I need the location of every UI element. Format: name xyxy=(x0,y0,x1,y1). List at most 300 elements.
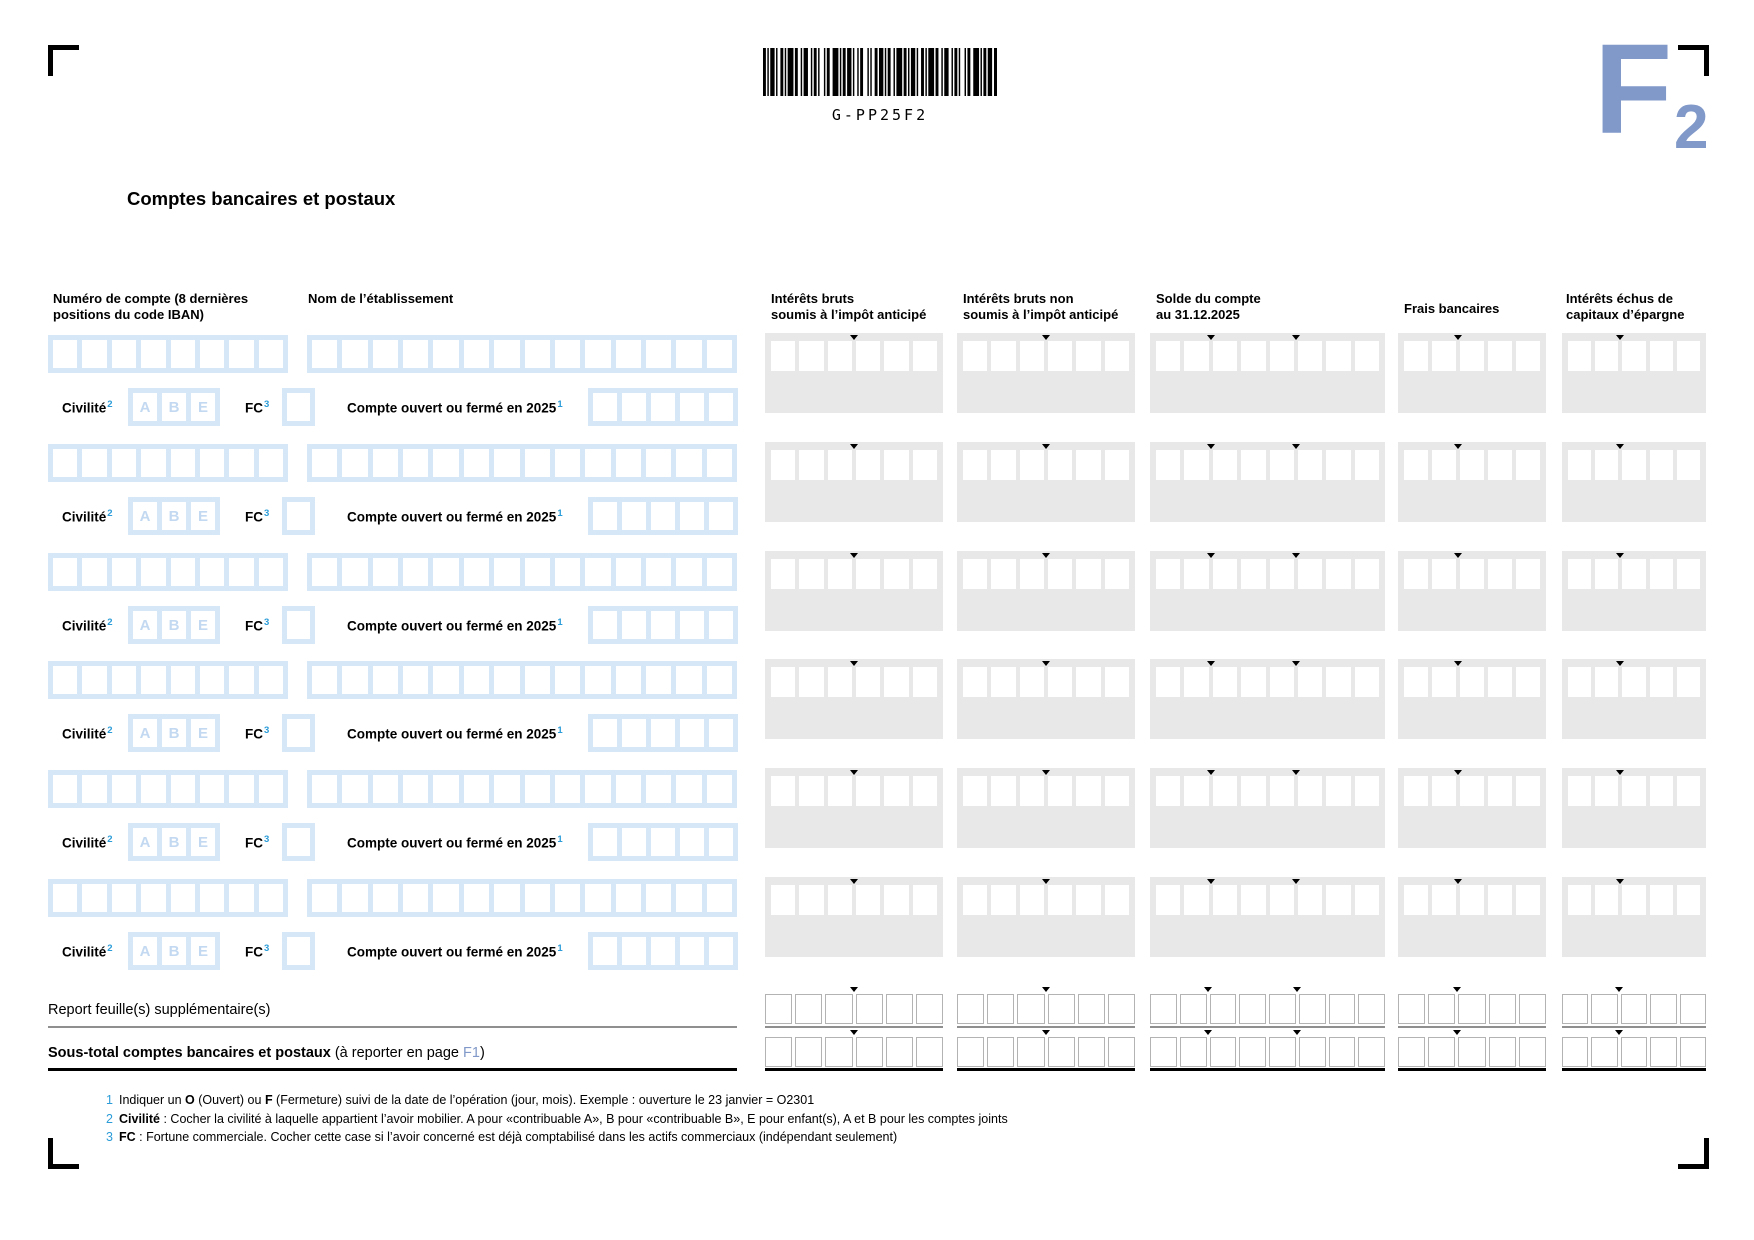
open-close-char-cell[interactable] xyxy=(709,611,733,639)
amount-digit-cell[interactable] xyxy=(1404,341,1428,371)
amount-digit-cell[interactable] xyxy=(1076,667,1100,697)
amount-digit-cell[interactable] xyxy=(1680,1037,1706,1067)
establishment-char-cell[interactable] xyxy=(312,558,337,586)
account-char-cell[interactable] xyxy=(200,558,224,586)
amount-digit-cell[interactable] xyxy=(1048,667,1072,697)
amount-digit-cell[interactable] xyxy=(1568,559,1591,589)
amount-digit-cell[interactable] xyxy=(1184,341,1208,371)
amount-field-solde-du-compte[interactable] xyxy=(1150,768,1385,848)
establishment-char-cell[interactable] xyxy=(494,884,519,912)
establishment-char-cell[interactable] xyxy=(707,340,732,368)
amount-digit-cell[interactable] xyxy=(1432,667,1456,697)
amount-digit-cell[interactable] xyxy=(1516,885,1540,915)
open-close-char-cell[interactable] xyxy=(709,828,733,856)
account-number-field[interactable] xyxy=(48,553,288,591)
amount-digit-cell[interactable] xyxy=(1048,450,1072,480)
amount-digit-cell[interactable] xyxy=(1488,450,1512,480)
amount-digit-cell[interactable] xyxy=(828,885,852,915)
amount-field-interets-bruts-soumis[interactable] xyxy=(765,333,943,413)
amount-digit-cell[interactable] xyxy=(1460,776,1484,806)
open-close-char-cell[interactable] xyxy=(593,611,617,639)
amount-digit-cell[interactable] xyxy=(1458,1037,1485,1067)
amount-digit-cell[interactable] xyxy=(913,341,937,371)
amount-digit-cell[interactable] xyxy=(1516,559,1540,589)
amount-digit-cell[interactable] xyxy=(1239,1037,1266,1067)
amount-digit-cell[interactable] xyxy=(1299,994,1326,1024)
amount-field-interets-echus[interactable] xyxy=(1562,551,1706,631)
open-close-char-cell[interactable] xyxy=(593,828,617,856)
amount-digit-cell[interactable] xyxy=(1519,994,1546,1024)
amount-digit-cell[interactable] xyxy=(1156,885,1180,915)
amount-digit-cell[interactable] xyxy=(1568,667,1591,697)
amount-digit-cell[interactable] xyxy=(1213,450,1237,480)
establishment-char-cell[interactable] xyxy=(646,775,671,803)
civilite-abe-checkboxes[interactable] xyxy=(128,932,220,970)
open-close-char-cell[interactable] xyxy=(593,719,617,747)
account-char-cell[interactable] xyxy=(229,775,253,803)
account-char-cell[interactable] xyxy=(229,666,253,694)
amount-digit-cell[interactable] xyxy=(856,994,883,1024)
open-close-char-cell[interactable] xyxy=(651,937,675,965)
establishment-char-cell[interactable] xyxy=(616,775,641,803)
amount-digit-cell[interactable] xyxy=(1213,341,1237,371)
amount-digit-cell[interactable] xyxy=(1020,885,1044,915)
account-char-cell[interactable] xyxy=(53,775,77,803)
amount-digit-cell[interactable] xyxy=(1326,776,1350,806)
amount-digit-cell[interactable] xyxy=(1677,776,1700,806)
open-close-char-cell[interactable] xyxy=(709,937,733,965)
amount-digit-cell[interactable] xyxy=(1428,994,1455,1024)
amount-digit-cell[interactable] xyxy=(1270,776,1294,806)
civilite-option-cell[interactable]: A xyxy=(133,611,157,639)
amount-digit-cell[interactable] xyxy=(1568,341,1591,371)
amount-digit-cell[interactable] xyxy=(799,341,823,371)
amount-digit-cell[interactable] xyxy=(1108,994,1135,1024)
account-char-cell[interactable] xyxy=(53,449,77,477)
amount-digit-cell[interactable] xyxy=(1358,994,1385,1024)
subtotal-amount-field-interets-bruts-non-soumis[interactable] xyxy=(957,1029,1135,1071)
fc-checkbox-cell[interactable] xyxy=(287,502,310,530)
amount-digit-cell[interactable] xyxy=(856,667,880,697)
account-char-cell[interactable] xyxy=(259,775,283,803)
amount-digit-cell[interactable] xyxy=(1488,667,1512,697)
open-close-char-cell[interactable] xyxy=(593,937,617,965)
establishment-char-cell[interactable] xyxy=(312,449,337,477)
amount-digit-cell[interactable] xyxy=(1329,994,1356,1024)
amount-digit-cell[interactable] xyxy=(1270,450,1294,480)
establishment-char-cell[interactable] xyxy=(373,775,398,803)
establishment-char-cell[interactable] xyxy=(707,884,732,912)
establishment-char-cell[interactable] xyxy=(646,884,671,912)
account-char-cell[interactable] xyxy=(200,449,224,477)
open-close-char-cell[interactable] xyxy=(651,719,675,747)
amount-digit-cell[interactable] xyxy=(1622,559,1645,589)
subtotal-amount-field-interets-bruts-soumis[interactable] xyxy=(765,1029,943,1071)
amount-digit-cell[interactable] xyxy=(913,885,937,915)
amount-digit-cell[interactable] xyxy=(1241,885,1265,915)
open-close-char-cell[interactable] xyxy=(622,937,646,965)
establishment-char-cell[interactable] xyxy=(525,884,550,912)
amount-field-interets-bruts-soumis[interactable] xyxy=(765,659,943,739)
open-close-char-cell[interactable] xyxy=(651,828,675,856)
amount-digit-cell[interactable] xyxy=(1105,450,1129,480)
amount-digit-cell[interactable] xyxy=(1622,341,1645,371)
establishment-char-cell[interactable] xyxy=(403,449,428,477)
establishment-char-cell[interactable] xyxy=(646,449,671,477)
amount-digit-cell[interactable] xyxy=(1460,450,1484,480)
amount-digit-cell[interactable] xyxy=(1105,667,1129,697)
civilite-option-cell[interactable]: B xyxy=(162,719,186,747)
account-char-cell[interactable] xyxy=(112,449,136,477)
establishment-name-field[interactable] xyxy=(307,770,737,808)
establishment-char-cell[interactable] xyxy=(464,666,489,694)
establishment-char-cell[interactable] xyxy=(403,775,428,803)
amount-digit-cell[interactable] xyxy=(1184,885,1208,915)
amount-digit-cell[interactable] xyxy=(1269,1037,1296,1067)
establishment-char-cell[interactable] xyxy=(342,449,367,477)
amount-field-interets-bruts-non-soumis[interactable] xyxy=(957,659,1135,739)
amount-digit-cell[interactable] xyxy=(828,341,852,371)
establishment-char-cell[interactable] xyxy=(525,775,550,803)
open-close-char-cell[interactable] xyxy=(680,937,704,965)
amount-digit-cell[interactable] xyxy=(1299,1037,1326,1067)
fc-checkbox-cell[interactable] xyxy=(287,611,310,639)
establishment-char-cell[interactable] xyxy=(646,558,671,586)
account-char-cell[interactable] xyxy=(200,666,224,694)
amount-digit-cell[interactable] xyxy=(1519,1037,1546,1067)
open-close-char-cell[interactable] xyxy=(622,611,646,639)
establishment-char-cell[interactable] xyxy=(616,340,641,368)
account-char-cell[interactable] xyxy=(82,558,106,586)
establishment-char-cell[interactable] xyxy=(707,775,732,803)
amount-field-interets-bruts-non-soumis[interactable] xyxy=(957,877,1135,957)
civilite-option-cell[interactable]: A xyxy=(133,828,157,856)
amount-digit-cell[interactable] xyxy=(1489,994,1516,1024)
establishment-char-cell[interactable] xyxy=(616,884,641,912)
open-close-field[interactable] xyxy=(588,497,738,535)
establishment-char-cell[interactable] xyxy=(464,775,489,803)
amount-digit-cell[interactable] xyxy=(913,667,937,697)
civilite-abe-checkboxes[interactable] xyxy=(128,497,220,535)
establishment-char-cell[interactable] xyxy=(646,666,671,694)
amount-field-interets-bruts-non-soumis[interactable] xyxy=(957,442,1135,522)
amount-digit-cell[interactable] xyxy=(1355,559,1379,589)
account-char-cell[interactable] xyxy=(229,558,253,586)
establishment-char-cell[interactable] xyxy=(433,558,458,586)
account-number-field[interactable] xyxy=(48,444,288,482)
amount-field-frais-bancaires[interactable] xyxy=(1398,877,1546,957)
establishment-char-cell[interactable] xyxy=(494,340,519,368)
establishment-name-field[interactable] xyxy=(307,553,737,591)
amount-field-interets-bruts-soumis[interactable] xyxy=(765,551,943,631)
account-char-cell[interactable] xyxy=(171,666,195,694)
amount-field-solde-du-compte[interactable] xyxy=(1150,877,1385,957)
subtotal-amount-field-interets-echus[interactable] xyxy=(1562,1029,1706,1071)
establishment-char-cell[interactable] xyxy=(433,666,458,694)
amount-digit-cell[interactable] xyxy=(1326,341,1350,371)
open-close-field[interactable] xyxy=(588,606,738,644)
establishment-char-cell[interactable] xyxy=(342,775,367,803)
amount-digit-cell[interactable] xyxy=(1076,450,1100,480)
amount-digit-cell[interactable] xyxy=(771,559,795,589)
amount-digit-cell[interactable] xyxy=(1156,776,1180,806)
amount-digit-cell[interactable] xyxy=(1270,341,1294,371)
amount-digit-cell[interactable] xyxy=(987,994,1014,1024)
amount-digit-cell[interactable] xyxy=(1241,559,1265,589)
amount-field-interets-bruts-non-soumis[interactable] xyxy=(957,333,1135,413)
amount-digit-cell[interactable] xyxy=(884,450,908,480)
account-char-cell[interactable] xyxy=(229,340,253,368)
amount-digit-cell[interactable] xyxy=(1358,1037,1385,1067)
amount-digit-cell[interactable] xyxy=(825,1037,852,1067)
amount-digit-cell[interactable] xyxy=(1621,994,1647,1024)
report-amount-field-frais-bancaires[interactable] xyxy=(1398,986,1546,1028)
report-amount-field-interets-echus[interactable] xyxy=(1562,986,1706,1028)
amount-digit-cell[interactable] xyxy=(884,776,908,806)
amount-digit-cell[interactable] xyxy=(1184,667,1208,697)
amount-digit-cell[interactable] xyxy=(856,559,880,589)
amount-digit-cell[interactable] xyxy=(1677,341,1700,371)
amount-digit-cell[interactable] xyxy=(1488,885,1512,915)
civilite-option-cell[interactable]: E xyxy=(191,828,215,856)
amount-digit-cell[interactable] xyxy=(963,667,987,697)
account-number-field[interactable] xyxy=(48,661,288,699)
open-close-char-cell[interactable] xyxy=(651,611,675,639)
open-close-field[interactable] xyxy=(588,714,738,752)
amount-digit-cell[interactable] xyxy=(991,667,1015,697)
amount-digit-cell[interactable] xyxy=(1460,559,1484,589)
amount-field-frais-bancaires[interactable] xyxy=(1398,442,1546,522)
amount-digit-cell[interactable] xyxy=(1595,559,1618,589)
establishment-char-cell[interactable] xyxy=(676,449,701,477)
amount-digit-cell[interactable] xyxy=(1298,450,1322,480)
amount-digit-cell[interactable] xyxy=(1105,776,1129,806)
amount-digit-cell[interactable] xyxy=(1562,994,1588,1024)
establishment-char-cell[interactable] xyxy=(676,340,701,368)
amount-digit-cell[interactable] xyxy=(1020,559,1044,589)
establishment-char-cell[interactable] xyxy=(585,775,610,803)
amount-digit-cell[interactable] xyxy=(1020,667,1044,697)
civilite-option-cell[interactable]: B xyxy=(162,611,186,639)
open-close-field[interactable] xyxy=(588,388,738,426)
amount-digit-cell[interactable] xyxy=(913,776,937,806)
amount-digit-cell[interactable] xyxy=(1650,885,1673,915)
civilite-option-cell[interactable]: B xyxy=(162,502,186,530)
amount-digit-cell[interactable] xyxy=(1269,994,1296,1024)
amount-digit-cell[interactable] xyxy=(1241,341,1265,371)
amount-digit-cell[interactable] xyxy=(1595,776,1618,806)
amount-digit-cell[interactable] xyxy=(1150,1037,1177,1067)
amount-digit-cell[interactable] xyxy=(799,667,823,697)
amount-digit-cell[interactable] xyxy=(795,1037,822,1067)
account-char-cell[interactable] xyxy=(53,666,77,694)
account-char-cell[interactable] xyxy=(171,775,195,803)
open-close-char-cell[interactable] xyxy=(622,502,646,530)
amount-digit-cell[interactable] xyxy=(1048,885,1072,915)
amount-digit-cell[interactable] xyxy=(828,776,852,806)
account-char-cell[interactable] xyxy=(112,340,136,368)
amount-digit-cell[interactable] xyxy=(963,450,987,480)
open-close-char-cell[interactable] xyxy=(651,502,675,530)
open-close-char-cell[interactable] xyxy=(593,502,617,530)
civilite-option-cell[interactable]: A xyxy=(133,719,157,747)
amount-digit-cell[interactable] xyxy=(1241,450,1265,480)
open-close-char-cell[interactable] xyxy=(680,611,704,639)
account-char-cell[interactable] xyxy=(53,558,77,586)
amount-digit-cell[interactable] xyxy=(963,341,987,371)
amount-digit-cell[interactable] xyxy=(799,885,823,915)
account-char-cell[interactable] xyxy=(171,340,195,368)
open-close-field[interactable] xyxy=(588,932,738,970)
establishment-char-cell[interactable] xyxy=(433,775,458,803)
amount-digit-cell[interactable] xyxy=(1460,885,1484,915)
amount-digit-cell[interactable] xyxy=(1516,776,1540,806)
amount-field-interets-echus[interactable] xyxy=(1562,333,1706,413)
civilite-option-cell[interactable]: E xyxy=(191,719,215,747)
establishment-char-cell[interactable] xyxy=(555,449,580,477)
account-char-cell[interactable] xyxy=(171,558,195,586)
establishment-char-cell[interactable] xyxy=(403,884,428,912)
establishment-char-cell[interactable] xyxy=(494,666,519,694)
account-char-cell[interactable] xyxy=(229,449,253,477)
amount-digit-cell[interactable] xyxy=(1213,885,1237,915)
amount-digit-cell[interactable] xyxy=(1184,559,1208,589)
establishment-char-cell[interactable] xyxy=(464,340,489,368)
establishment-char-cell[interactable] xyxy=(525,666,550,694)
amount-digit-cell[interactable] xyxy=(1048,776,1072,806)
amount-digit-cell[interactable] xyxy=(1017,994,1044,1024)
establishment-name-field[interactable] xyxy=(307,661,737,699)
civilite-option-cell[interactable]: B xyxy=(162,828,186,856)
amount-digit-cell[interactable] xyxy=(1105,559,1129,589)
account-char-cell[interactable] xyxy=(259,449,283,477)
account-char-cell[interactable] xyxy=(141,449,165,477)
amount-digit-cell[interactable] xyxy=(1677,885,1700,915)
amount-digit-cell[interactable] xyxy=(913,559,937,589)
amount-digit-cell[interactable] xyxy=(1156,667,1180,697)
establishment-char-cell[interactable] xyxy=(616,666,641,694)
account-char-cell[interactable] xyxy=(259,884,283,912)
establishment-char-cell[interactable] xyxy=(373,666,398,694)
amount-digit-cell[interactable] xyxy=(1078,994,1105,1024)
account-number-field[interactable] xyxy=(48,335,288,373)
amount-field-frais-bancaires[interactable] xyxy=(1398,333,1546,413)
amount-field-interets-bruts-soumis[interactable] xyxy=(765,877,943,957)
amount-digit-cell[interactable] xyxy=(1595,885,1618,915)
establishment-name-field[interactable] xyxy=(307,879,737,917)
amount-digit-cell[interactable] xyxy=(1432,559,1456,589)
amount-digit-cell[interactable] xyxy=(1048,1037,1075,1067)
amount-digit-cell[interactable] xyxy=(1680,994,1706,1024)
establishment-char-cell[interactable] xyxy=(585,884,610,912)
civilite-abe-checkboxes[interactable] xyxy=(128,714,220,752)
amount-digit-cell[interactable] xyxy=(1076,776,1100,806)
establishment-char-cell[interactable] xyxy=(342,884,367,912)
civilite-abe-checkboxes[interactable] xyxy=(128,388,220,426)
account-char-cell[interactable] xyxy=(112,775,136,803)
amount-digit-cell[interactable] xyxy=(1213,667,1237,697)
amount-digit-cell[interactable] xyxy=(799,450,823,480)
amount-digit-cell[interactable] xyxy=(765,994,792,1024)
open-close-char-cell[interactable] xyxy=(651,393,675,421)
amount-digit-cell[interactable] xyxy=(913,450,937,480)
amount-digit-cell[interactable] xyxy=(1213,559,1237,589)
amount-digit-cell[interactable] xyxy=(1156,341,1180,371)
fc-checkbox-cell[interactable] xyxy=(287,937,310,965)
amount-digit-cell[interactable] xyxy=(1076,559,1100,589)
amount-digit-cell[interactable] xyxy=(771,885,795,915)
open-close-char-cell[interactable] xyxy=(709,393,733,421)
open-close-field[interactable] xyxy=(588,823,738,861)
civilite-option-cell[interactable]: B xyxy=(162,393,186,421)
establishment-char-cell[interactable] xyxy=(585,340,610,368)
establishment-char-cell[interactable] xyxy=(312,340,337,368)
establishment-char-cell[interactable] xyxy=(616,449,641,477)
amount-digit-cell[interactable] xyxy=(799,776,823,806)
amount-digit-cell[interactable] xyxy=(1516,450,1540,480)
report-amount-field-interets-bruts-soumis[interactable] xyxy=(765,986,943,1028)
amount-digit-cell[interactable] xyxy=(957,1037,984,1067)
amount-digit-cell[interactable] xyxy=(1622,667,1645,697)
establishment-char-cell[interactable] xyxy=(707,558,732,586)
account-char-cell[interactable] xyxy=(141,884,165,912)
amount-digit-cell[interactable] xyxy=(886,994,913,1024)
amount-digit-cell[interactable] xyxy=(1105,341,1129,371)
account-char-cell[interactable] xyxy=(112,558,136,586)
open-close-char-cell[interactable] xyxy=(680,502,704,530)
amount-digit-cell[interactable] xyxy=(1355,667,1379,697)
amount-digit-cell[interactable] xyxy=(1398,1037,1425,1067)
amount-digit-cell[interactable] xyxy=(1210,1037,1237,1067)
amount-digit-cell[interactable] xyxy=(1568,776,1591,806)
open-close-char-cell[interactable] xyxy=(622,828,646,856)
establishment-char-cell[interactable] xyxy=(585,449,610,477)
establishment-char-cell[interactable] xyxy=(373,884,398,912)
establishment-char-cell[interactable] xyxy=(312,884,337,912)
amount-digit-cell[interactable] xyxy=(1568,450,1591,480)
amount-digit-cell[interactable] xyxy=(963,559,987,589)
amount-digit-cell[interactable] xyxy=(1298,667,1322,697)
amount-digit-cell[interactable] xyxy=(1591,1037,1617,1067)
account-char-cell[interactable] xyxy=(82,666,106,694)
fc-checkbox[interactable] xyxy=(282,714,315,752)
account-char-cell[interactable] xyxy=(171,449,195,477)
establishment-name-field[interactable] xyxy=(307,444,737,482)
amount-digit-cell[interactable] xyxy=(1622,776,1645,806)
fc-checkbox[interactable] xyxy=(282,497,315,535)
amount-digit-cell[interactable] xyxy=(1326,450,1350,480)
amount-digit-cell[interactable] xyxy=(1241,667,1265,697)
amount-digit-cell[interactable] xyxy=(1239,994,1266,1024)
amount-digit-cell[interactable] xyxy=(1020,776,1044,806)
amount-digit-cell[interactable] xyxy=(1156,559,1180,589)
amount-digit-cell[interactable] xyxy=(1326,559,1350,589)
amount-digit-cell[interactable] xyxy=(1184,450,1208,480)
establishment-char-cell[interactable] xyxy=(342,558,367,586)
establishment-char-cell[interactable] xyxy=(525,340,550,368)
amount-digit-cell[interactable] xyxy=(856,885,880,915)
account-char-cell[interactable] xyxy=(229,884,253,912)
establishment-char-cell[interactable] xyxy=(494,558,519,586)
amount-digit-cell[interactable] xyxy=(1432,776,1456,806)
civilite-abe-checkboxes[interactable] xyxy=(128,606,220,644)
amount-digit-cell[interactable] xyxy=(1076,885,1100,915)
open-close-char-cell[interactable] xyxy=(680,828,704,856)
open-close-char-cell[interactable] xyxy=(622,719,646,747)
amount-digit-cell[interactable] xyxy=(1017,1037,1044,1067)
amount-digit-cell[interactable] xyxy=(1432,885,1456,915)
amount-digit-cell[interactable] xyxy=(1048,559,1072,589)
